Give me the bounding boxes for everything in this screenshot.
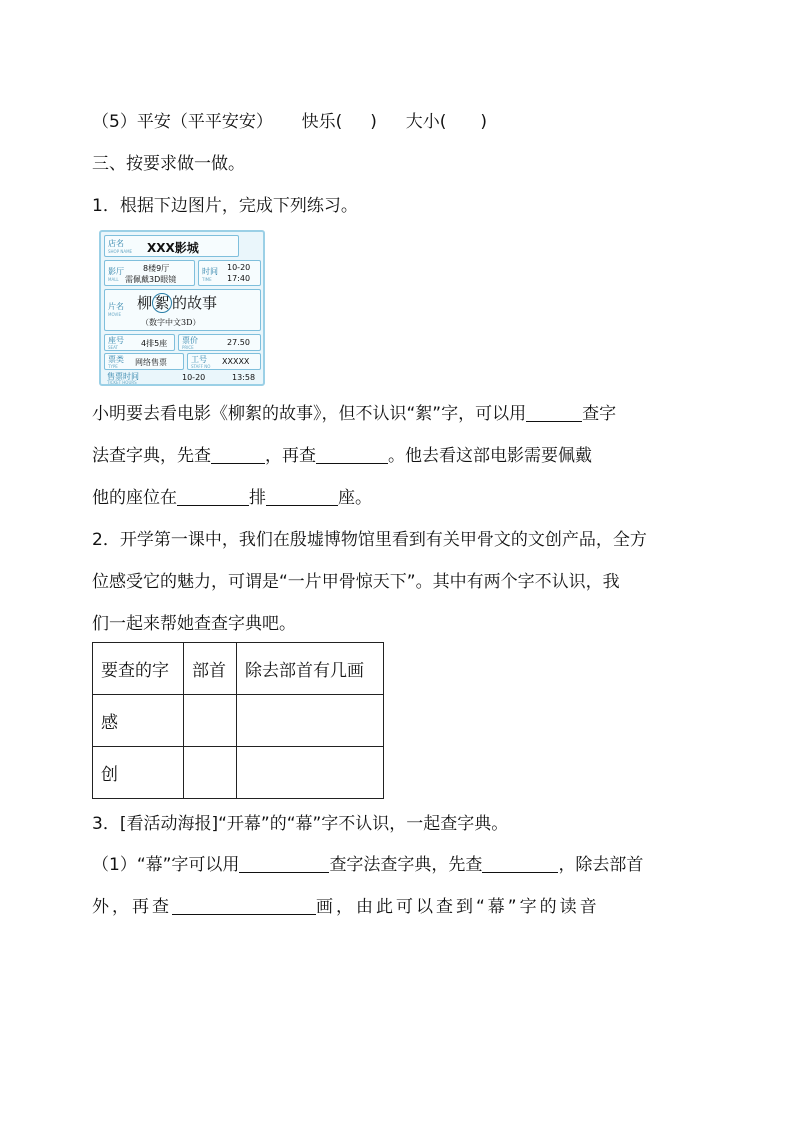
q3-text-line-1: （1）“幕”字可以用 查字法查字典，先查 ，除去部首: [92, 855, 644, 875]
answer-blank[interactable]: [526, 403, 582, 422]
movie-ticket-image: [99, 230, 265, 386]
ticket-staff-box: 工号 STAFF NO XXXXX: [187, 353, 261, 370]
radical-table: [92, 642, 384, 799]
table-header-char: 要查的字: [93, 643, 184, 695]
q2-line-2: 位感受它的魅力，可谓是“一片甲骨惊天下”。其中有两个字不认识，我: [92, 572, 620, 592]
answer-cell[interactable]: [237, 747, 384, 799]
answer-blank[interactable]: [266, 487, 338, 506]
ticket-film-box: 片名 MOVIE 柳 絮 的故事 （数字中文3D）: [104, 289, 261, 331]
ticket-type-box: 票类 TYPE 网络售票: [104, 353, 184, 370]
answer-blank[interactable]: [239, 854, 329, 873]
answer-blank[interactable]: [211, 445, 265, 464]
ticket-shop-name: XXX影城: [147, 241, 199, 255]
ticket-sold-row: 售票时间 TICKET HOURS 10-20 13:58: [107, 372, 256, 385]
item-5-daxiao: 大小(: [405, 112, 447, 132]
question-1-title: 1．根据下边图片，完成下列练习。: [92, 196, 358, 216]
q1-text-line-2: 法查字典，先查 ，再查 。他去看这部电影需要佩戴: [92, 446, 592, 466]
answer-blank[interactable]: [177, 487, 249, 506]
section-3-heading: 三、按要求做一做。: [92, 154, 245, 174]
ticket-time-box: 时间 TIME 10-20 17:40: [198, 260, 261, 286]
answer-blank[interactable]: [172, 896, 316, 915]
q2-line-3: 们一起来帮她查查字典吧。: [92, 614, 296, 634]
q2-line-1: 2．开学第一课中，我们在殷墟博物馆里看到有关甲骨文的文创产品，全方: [92, 530, 647, 550]
question-3-title: 3．[看活动海报]“开幕”的“幕”字不认识，一起查字典。: [92, 814, 509, 834]
ticket-seat-box: 座号 SEAT 4排5座: [104, 334, 175, 351]
ticket-film-title: 柳 絮 的故事: [137, 294, 218, 312]
answer-blank[interactable]: [316, 445, 388, 464]
ticket-price-box: 票价 PRICE 27.50: [178, 334, 261, 351]
q1-text-line-1: 小明要去看电影《柳絮的故事》，但不认识“絮”字，可以用 查字: [92, 404, 617, 424]
item-5-kuaile: 快乐(: [301, 112, 343, 132]
answer-cell[interactable]: [184, 747, 237, 799]
answer-cell[interactable]: [184, 695, 237, 747]
table-header-strokes: 除去部首有几画: [237, 643, 384, 695]
table-header-radical: 部首: [184, 643, 237, 695]
table-row-char: 创: [93, 747, 184, 799]
q1-text-line-3: 他的座位在 排 座。: [92, 488, 372, 508]
ticket-hall-box: 影厅 MALL 8楼9厅 需佩戴3D眼镜: [104, 260, 195, 286]
circled-character: 絮: [152, 293, 172, 313]
ticket-shop-box: 店名 SHOP NAME XXX影城: [104, 235, 239, 257]
item-5-line: （5）平安（平平安安） 快乐( ) 大小( ): [92, 112, 488, 132]
answer-blank[interactable]: [482, 854, 558, 873]
answer-cell[interactable]: [237, 695, 384, 747]
table-row-char: 感: [93, 695, 184, 747]
q3-text-line-2: 外，再查 画，由此可以查到“幕”字的读音: [92, 897, 600, 917]
item-5-example: （5）平安（平平安安）: [92, 112, 273, 132]
